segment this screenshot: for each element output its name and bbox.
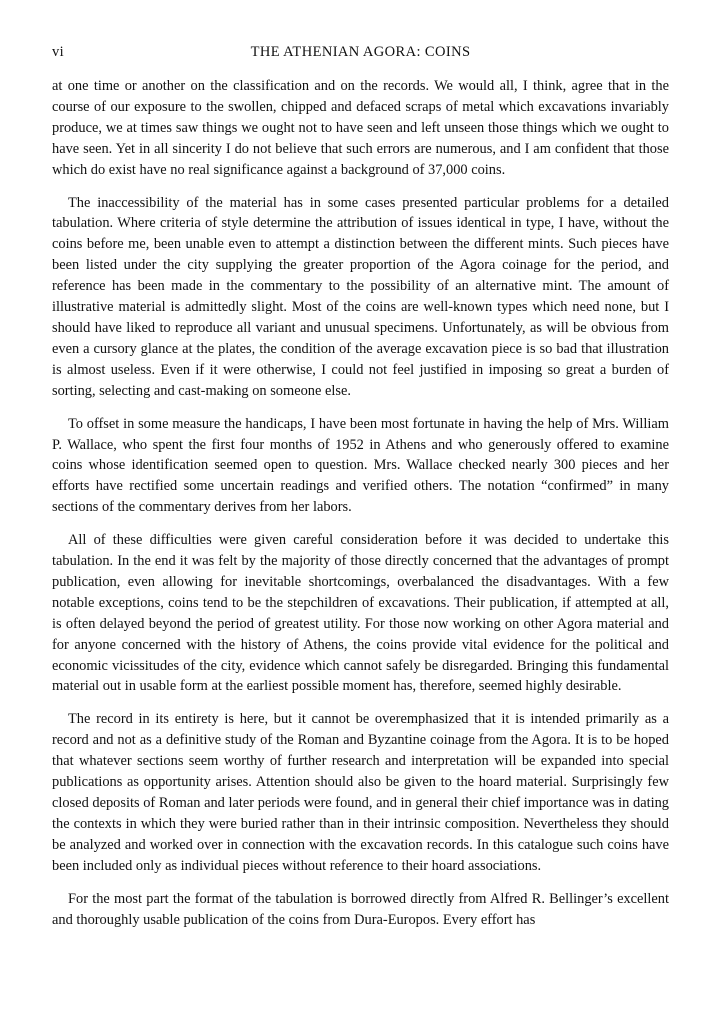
page-header: [52, 44, 669, 68]
body-text: [52, 76, 669, 930]
page-number: vi: [52, 44, 65, 60]
paragraph-difficulties: All of these difficulties were given careful consideration before it was decided to undertake this tabulation. In the end it was felt by the majority of those directly concerned that the advantages of prompt publication, even allowing for inevitable shortcomings, overbalanced the disadvantages. With a few notable exceptions, coins tend to be the stepchildren of excavations. Their publication, if attempted at all, is often delayed beyond the period of greatest utility. For those now working on other Agora material and for anyone concerned with the history of Athens, the coins provide vital evidence for the political and economic vicissitudes of the city, evidence which cannot safely be disregarded. Bringing this fundamental material out in usable form at the earliest possible moment has, therefore, seemed highly desirable.: [52, 532, 669, 695]
document-page: [52, 44, 669, 942]
paragraph-inaccessibility: The inaccessibility of the material has in some cases presented particular problems for a detailed tabulation. Where criteria of style determine the attribution of issues identical in type, I have, without the coins before me, been unable even to attempt a distinction between the different mints. Such pieces have been listed under the city supplying the greater proportion of the Agora coinage for the period, and reference has been made in the commentary to the possibility of an alternative mint. The amount of illustrative material is admittedly slight. Most of the coins are well-known types which need none, but I should have liked to reproduce all variant and unusual specimens. Unfortunately, as will be obvious from even a cursory glance at the plates, the condition of the average excavation piece is so bad that illustration is almost useless. Even if it were otherwise, I could not feel justified in imposing so great a burden of sorting, selecting and cast-making on someone else.: [52, 194, 669, 399]
paragraph-format: For the most part the format of the tabulation is borrowed directly from Alfred R. Bellinger’s excellent and thoroughly usable publication of the coins from Dura-Europos. Every effort has: [52, 890, 669, 928]
paragraph-continued: at one time or another on the classification and on the records. We would all, I think, agree that in the course of our exposure to the swollen, chipped and defaced scraps of metal which excavations invariably produce, we at times saw things we ought not to have seen and left unseen those things which we ought to have seen. Yet in all sincerity I do not believe that such errors are numerous, and I am confident that those which do exist have no real significance against a background of 37,000 coins.: [52, 78, 669, 178]
paragraph-wallace-help: To offset in some measure the handicaps, I have been most fortunate in having the help of Mrs. William P. Wallace, who spent the first four months of 1952 in Athens and who generously offered to examine coins whose identification seemed open to question. Mrs. Wallace checked nearly 300 pieces and her efforts have rectified some uncertain readings and verified others. The notation “confirmed” in many sections of the commentary derives from her labors.: [52, 415, 669, 516]
running-title: THE ATHENIAN AGORA: COINS: [250, 44, 471, 60]
paragraph-record: The record in its entirety is here, but it cannot be overemphasized that it is intended primarily as a record and not as a definitive study of the Roman and Byzantine coinage from the Agora. It is to be hoped that whatever sections seem worthy of further research and interpretation will be expanded into special publications as opportunity arises. Attention should also be given to the hoard material. Surprisingly few closed deposits of Roman and later periods were found, and in general their chief importance was in dating the contexts in which they were buried rather than in their intrinsic composition. Nevertheless they should be analyzed and worked over in connection with the excavation records. In this catalogue such coins have been included only as individual pieces without reference to their hoard associations.: [52, 711, 669, 874]
